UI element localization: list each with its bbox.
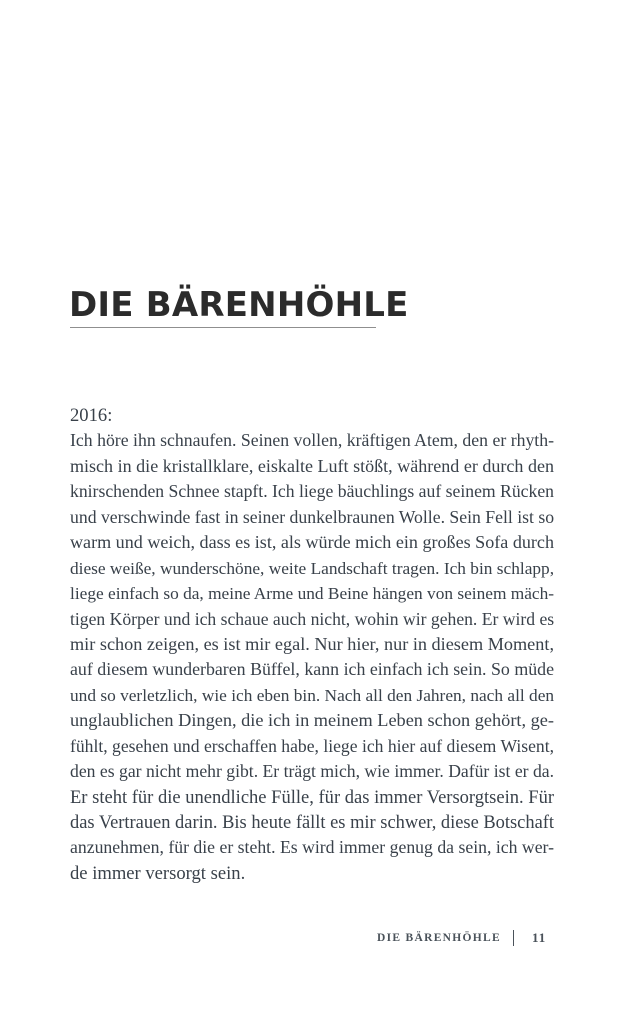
body-line: diese weiße, wunderschöne, weite Landschaft tragen. Ich bin schlapp,: [70, 558, 555, 578]
date-line: 2016:: [70, 405, 113, 426]
body-line: misch in die kristallklare, eiskalte Luft stößt, während er durch den: [70, 455, 554, 476]
body-line: unglaublichen Dingen, die ich in meinem Leben schon gehört, ge-: [70, 710, 554, 731]
body-line: knirschenden Schnee stapft. Ich liege bäuchlings auf seinem Rücken: [70, 481, 554, 502]
chapter-title: DIE BÄRENHÖHLE: [69, 285, 409, 325]
body-line: tigen Körper und ich schaue auch nicht, wohin wir gehen. Er wird es: [70, 608, 555, 629]
footer-running-title: DIE BÄRENHÖHLE: [377, 932, 501, 944]
page-number: 11: [532, 930, 547, 945]
body-line: auf diesem wunderbaren Büffel, kann ich einfach ich sein. So müde: [70, 659, 554, 680]
body-line-last: de immer versorgt sein.: [70, 862, 246, 884]
chapter-body: [70, 403, 554, 886]
body-line: das Vertrauen darin. Bis heute fällt es mir schwer, diese Botschaft: [70, 812, 554, 832]
body-line: warm und weich, dass es ist, als würde mich ein großes Sofa durch: [70, 532, 554, 553]
body-line: liege einfach so da, meine Arme und Beine hängen von seinem mäch-: [70, 584, 555, 604]
body-line: und so verletzlich, wie ich eben bin. Nach all den Jahren, nach all den: [70, 685, 555, 705]
footer-divider: [513, 930, 514, 946]
body-line: Ich höre ihn schnaufen. Seinen vollen, kräftigen Atem, den er rhyth-: [70, 430, 554, 451]
running-footer: [370, 928, 560, 948]
body-line: fühlt, gesehen und erschaffen habe, liege ich hier auf diesem Wisent,: [70, 735, 554, 756]
body-line: und verschwinde fast in seiner dunkelbraunen Wolle. Sein Fell ist so: [70, 506, 555, 527]
title-underline-rule: [70, 327, 376, 328]
body-line: anzunehmen, für die er steht. Es wird immer genug da sein, ich wer-: [70, 837, 554, 858]
body-line: mir schon zeigen, es ist mir egal. Nur hier, nur in diesem Moment,: [70, 633, 554, 654]
body-line: Er steht für die unendliche Fülle, für das immer Versorgtsein. Für: [70, 786, 554, 808]
body-line: den es gar nicht mehr gibt. Er trägt mich, wie immer. Dafür ist er da.: [70, 761, 554, 782]
